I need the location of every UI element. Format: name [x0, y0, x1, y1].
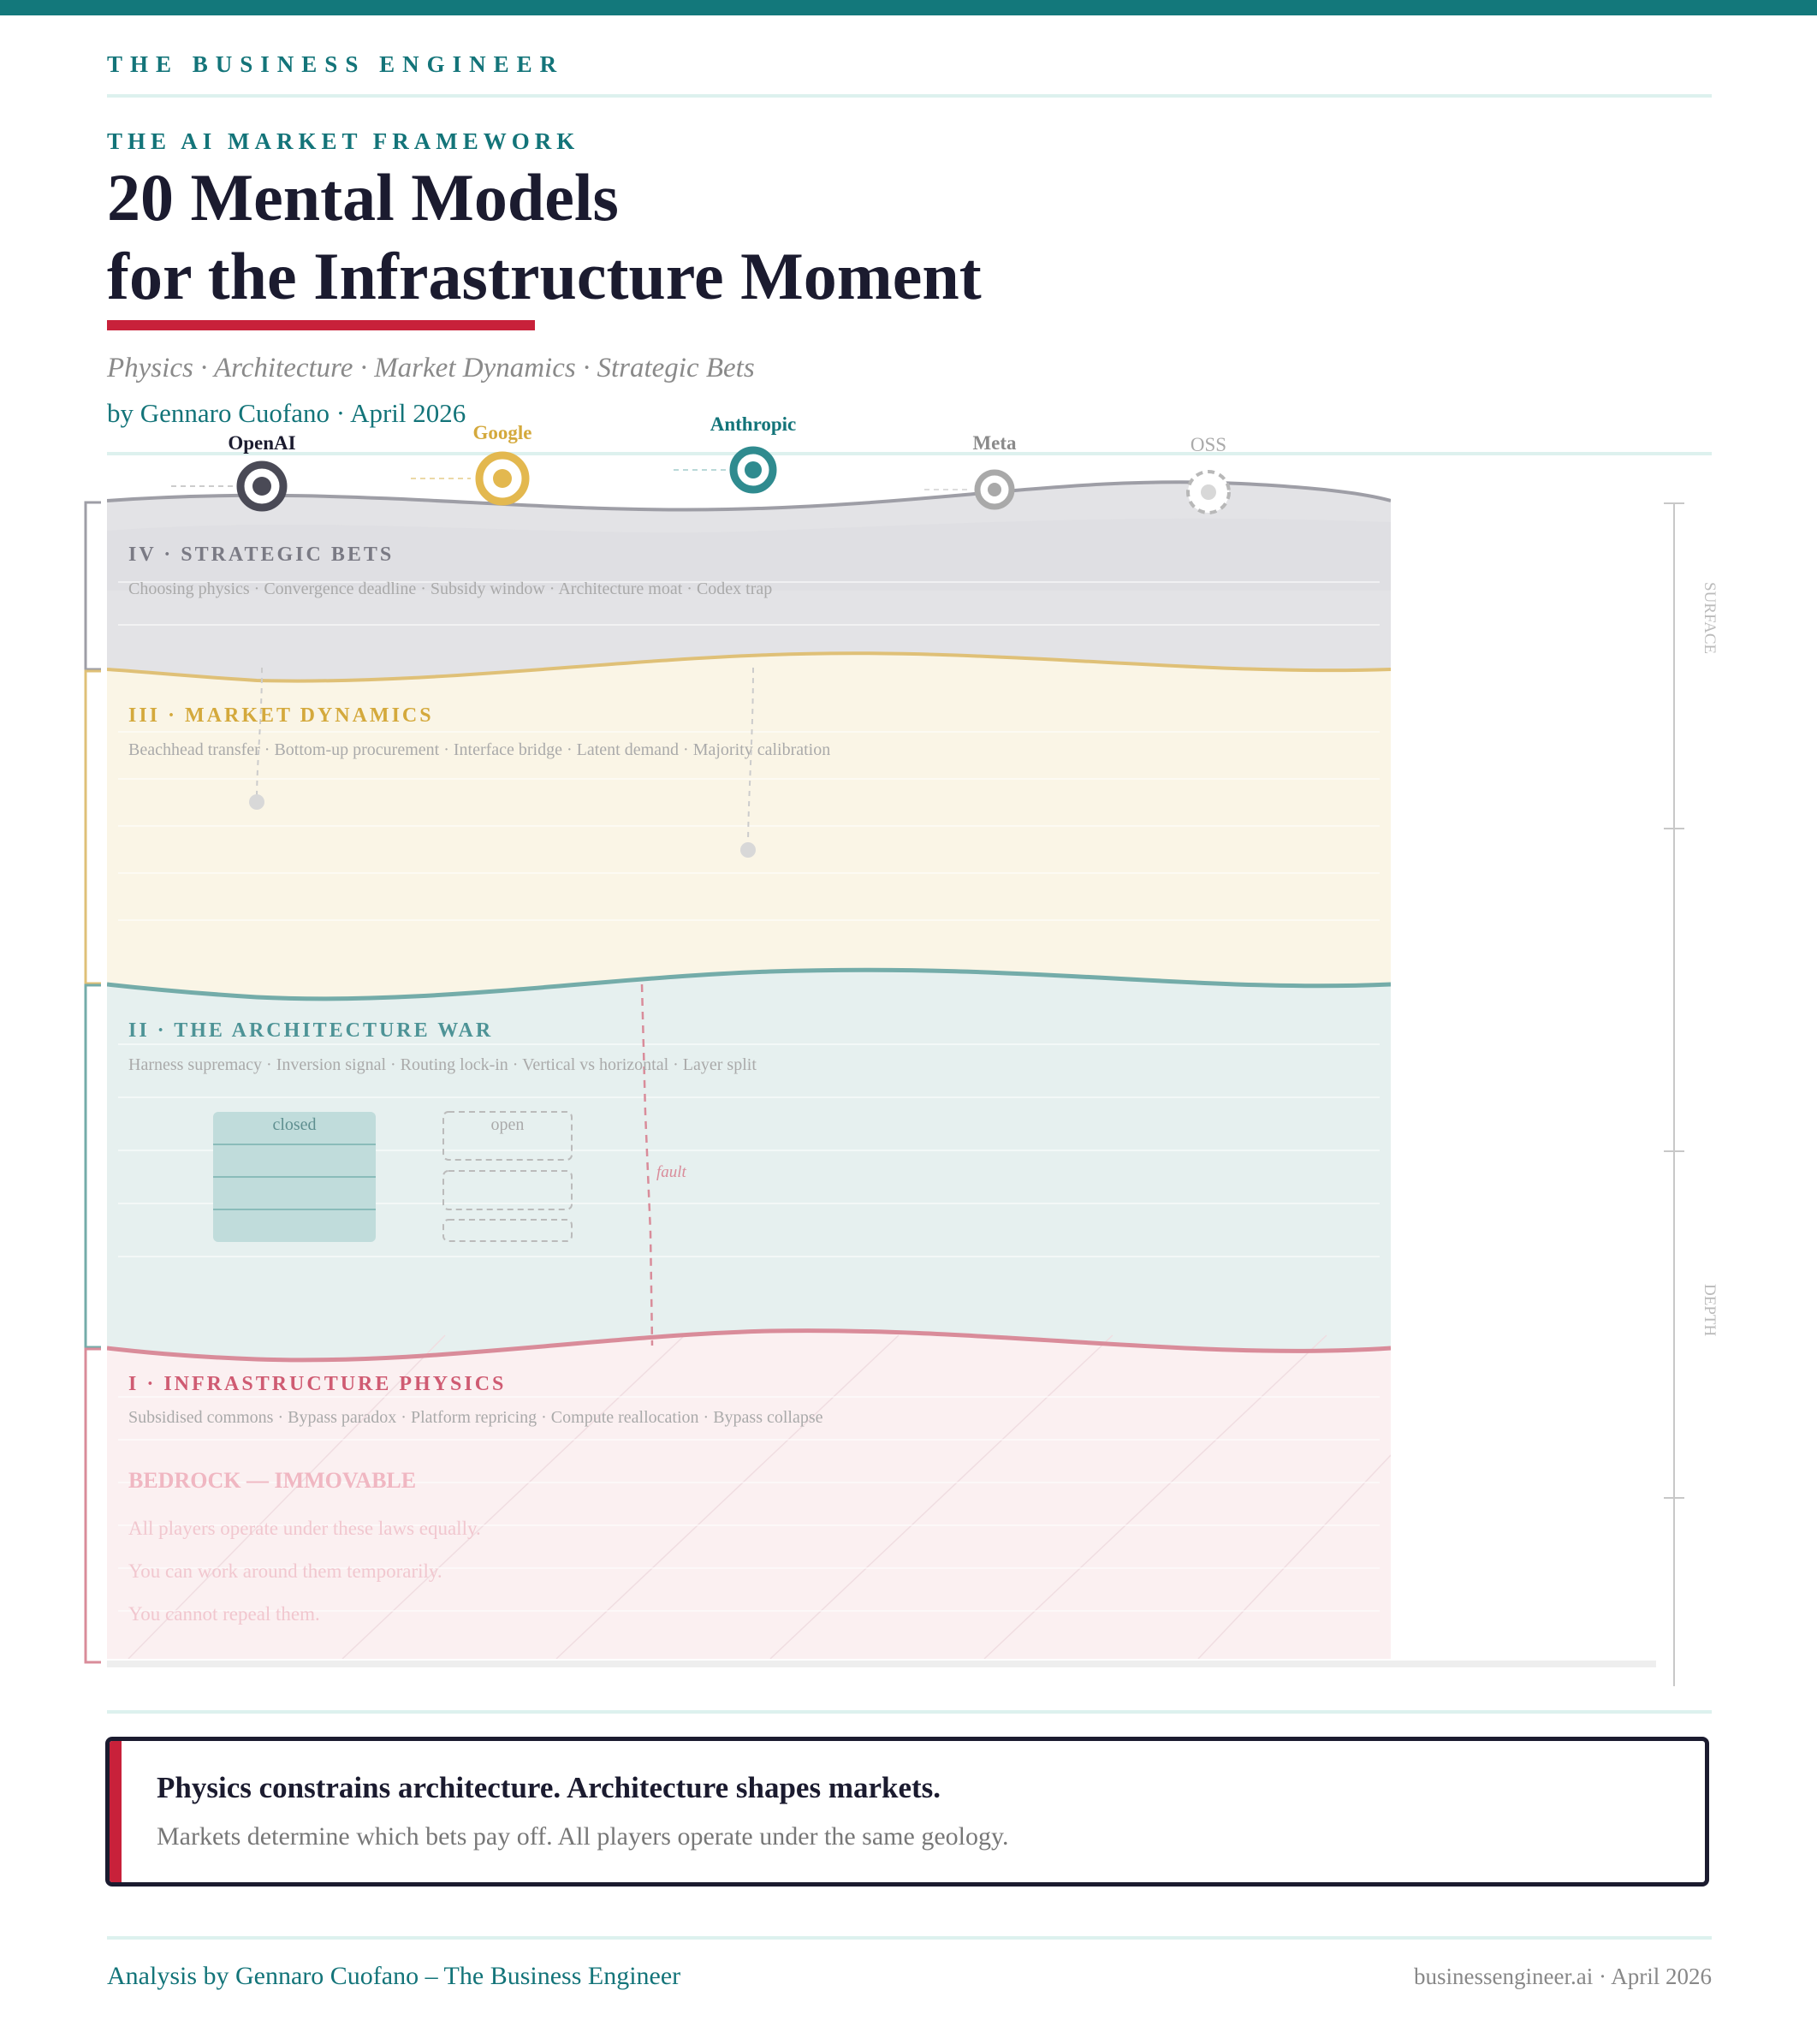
player-label-openai: OpenAI [228, 432, 296, 454]
depth-axis [1664, 503, 1719, 1686]
bedrock-line-2: You can work around them temporarily. [128, 1560, 442, 1582]
quote-title: Physics constrains architecture. Architecture shapes markets. [157, 1771, 941, 1804]
surface-label: SURFACE [1701, 582, 1719, 655]
oss-marker-core [1201, 484, 1216, 500]
header-divider [107, 94, 1712, 98]
title-line-1: 20 Mental Models [107, 160, 619, 235]
openai-root-node [249, 794, 264, 810]
layer-items-architecture: Harness supremacy · Inversion signal · Routing lock-in · Vertical vs horizontal · Layer split [128, 1055, 757, 1074]
layer-title-physics: I · INFRASTRUCTURE PHYSICS [128, 1373, 507, 1395]
depth-label: DEPTH [1701, 1284, 1719, 1337]
closed-label: closed [272, 1115, 317, 1134]
bedrock-line-3: You cannot repeal them. [128, 1603, 320, 1625]
layer-items-strategic-bets: Choosing physics · Convergence deadline · Subsidy window · Architecture moat · Codex trap [128, 579, 773, 598]
player-label-google: Google [472, 422, 532, 443]
layer-items-physics: Subsidised commons · Bypass paradox · Platform repricing · Compute reallocation · Bypass collapse [128, 1408, 823, 1427]
quote-accent-bar [110, 1741, 122, 1882]
brand-name: THE BUSINESS ENGINEER [107, 51, 565, 77]
footer-credit: Analysis by Gennaro Cuofano – The Business Engineer [107, 1962, 681, 1990]
footer-divider [107, 1936, 1712, 1940]
open-label: open [490, 1115, 525, 1134]
layer-items-market-dynamics: Beachhead transfer · Bottom-up procurement · Interface bridge · Latent demand · Majority calibration [128, 740, 831, 759]
anthropic-marker-core [745, 461, 762, 478]
player-label-anthropic: Anthropic [710, 413, 797, 435]
key-insight-box [105, 1737, 1709, 1887]
closed-architecture-block [213, 1112, 376, 1242]
diagram-baseline [107, 1661, 1656, 1667]
anthropic-root-node [740, 842, 756, 858]
footer-site: businessengineer.ai · April 2026 [1414, 1964, 1712, 1989]
kicker-label: THE AI MARKET FRAMEWORK [107, 128, 580, 154]
byline: by Gennaro Cuofano · April 2026 [107, 398, 466, 428]
player-label-oss: OSS [1190, 434, 1227, 455]
fault-label: fault [656, 1163, 686, 1181]
bedrock-heading: BEDROCK — IMMOVABLE [128, 1468, 417, 1493]
subtitle: Physics · Architecture · Market Dynamics · Strategic Bets [107, 353, 755, 383]
layer-title-strategic-bets: IV · STRATEGIC BETS [128, 544, 395, 566]
title-line-2: for the Infrastructure Moment [107, 239, 982, 313]
bedrock-line-1: All players operate under these laws equally. [128, 1518, 481, 1539]
layer-title-architecture: II · THE ARCHITECTURE WAR [128, 1019, 494, 1042]
layer-brackets [86, 502, 101, 1662]
google-marker-core [493, 469, 512, 488]
page-title [107, 158, 982, 316]
layer-title-market-dynamics: III · MARKET DYNAMICS [128, 704, 434, 727]
top-accent-bar [0, 0, 1817, 15]
openai-marker-core [252, 477, 271, 496]
quote-top-divider [107, 1710, 1712, 1714]
quote-text: Markets determine which bets pay off. All players operate under the same geology. [157, 1822, 1009, 1851]
title-underline [107, 320, 535, 330]
meta-marker-core [988, 483, 1001, 496]
player-label-meta: Meta [972, 432, 1017, 454]
geology-diagram [0, 402, 1817, 1686]
